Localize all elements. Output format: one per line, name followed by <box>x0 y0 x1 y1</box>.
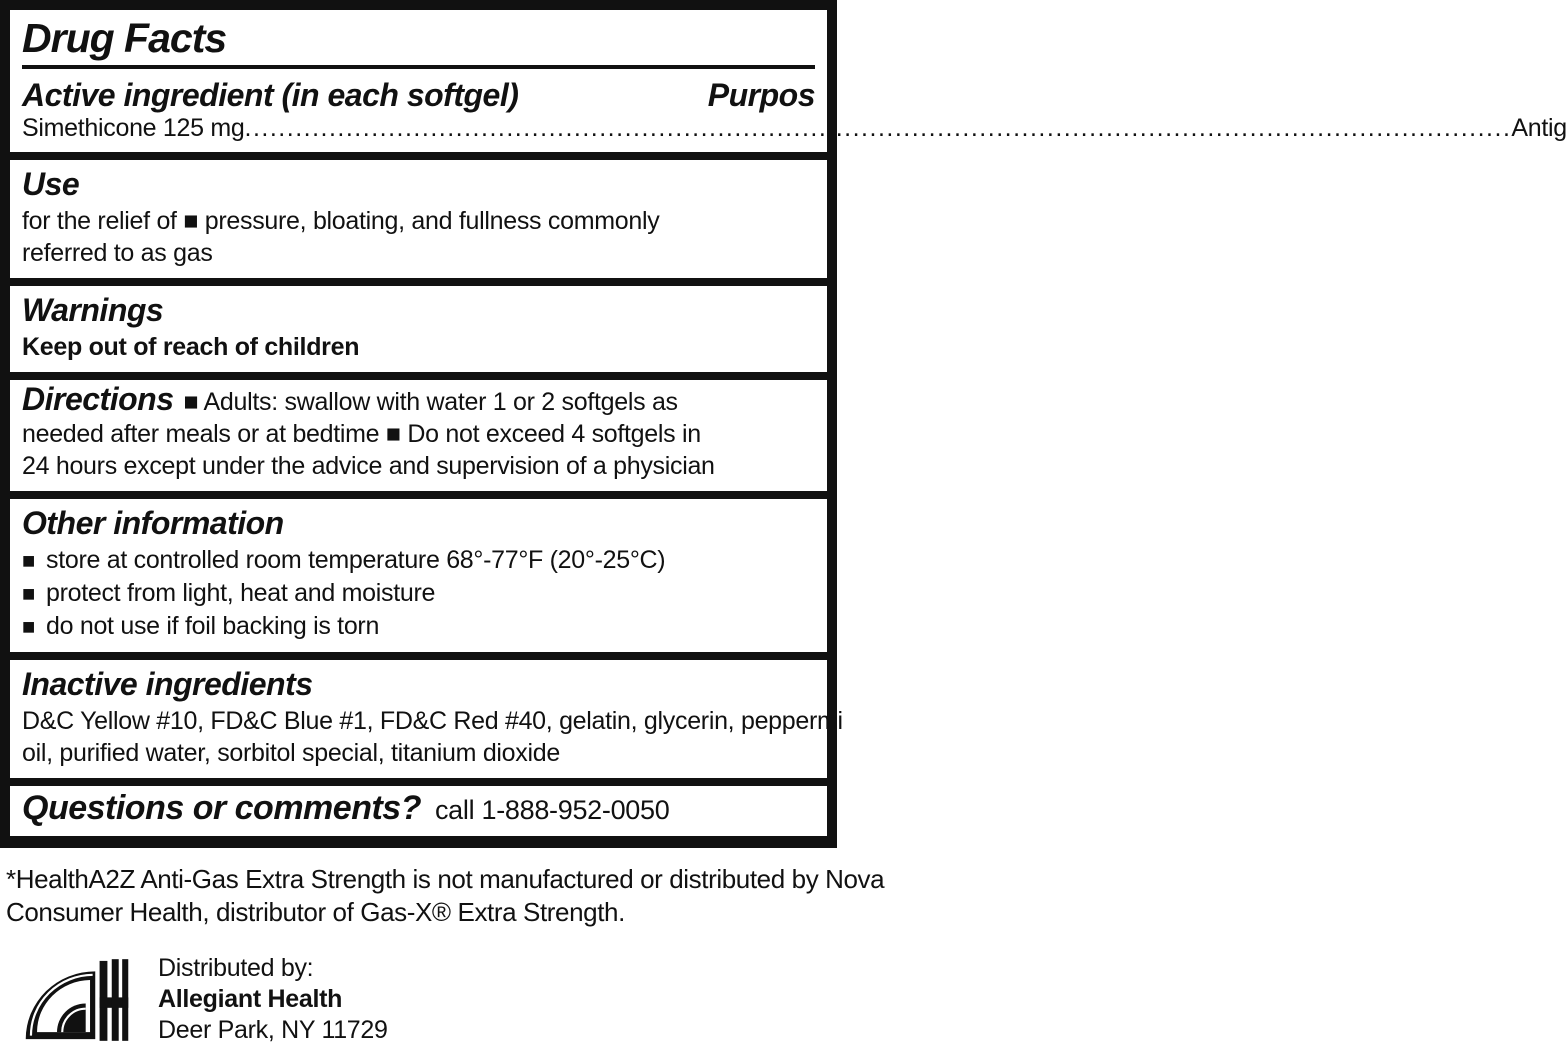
purpose-value: Antig <box>1511 114 1567 142</box>
active-ingredient-heading: Active ingredient (in each softgel) <box>22 77 519 113</box>
inactive-ingredients-body <box>22 705 843 769</box>
directions-line-text: ■ Adults: swallow with water 1 or 2 softgels as <box>183 388 678 416</box>
footnote-line: *HealthA2Z Anti-Gas Extra Strength is not manufactured or distributed by Nova <box>6 864 885 894</box>
drug-facts-title: Drug Facts <box>22 15 227 61</box>
directions-heading: Directions <box>22 381 174 417</box>
allegiant-health-logo <box>24 958 130 1042</box>
directions-line-first <box>22 383 815 418</box>
use-line: for the relief of ■ pressure, bloating, and fullness commonly <box>22 207 660 235</box>
other-information-body <box>22 544 815 643</box>
inactive-ingredients-line: D&C Yellow #10, FD&C Blue #1, FD&C Red #40, gelatin, glycerin, peppermi <box>22 707 843 735</box>
other-information-item <box>22 577 815 610</box>
section-warnings <box>10 286 827 372</box>
bullet-square-icon: ■ <box>22 581 35 606</box>
other-information-heading: Other information <box>22 505 284 541</box>
other-information-item <box>22 544 815 577</box>
inactive-ingredients-line: oil, purified water, sorbitol special, titanium dioxide <box>22 739 560 767</box>
directions-line: 24 hours except under the advice and supervision of a physician <box>22 452 715 480</box>
warnings-body: Keep out of reach of children <box>22 333 360 361</box>
section-active-ingredient <box>10 10 1567 152</box>
title-divider <box>22 65 815 69</box>
warnings-heading: Warnings <box>22 292 164 328</box>
dotted-leader: ...................................................................................................................................................... <box>244 114 1512 142</box>
directions-line: needed after meals or at bedtime ■ Do not exceed 4 softgels in <box>22 420 701 448</box>
questions-row <box>22 789 815 827</box>
section-directions <box>10 380 827 491</box>
ingredient-row <box>22 114 1567 143</box>
other-information-item <box>22 610 815 643</box>
section-questions <box>10 786 827 836</box>
directions-body <box>22 383 815 482</box>
distributed-by-label: Distributed by: <box>158 954 314 982</box>
footnote <box>6 863 885 929</box>
bullet-square-icon: ■ <box>22 614 35 639</box>
other-information-text: protect from light, heat and moisture <box>46 579 436 607</box>
distributor-text <box>158 953 388 1046</box>
inactive-ingredients-heading: Inactive ingredients <box>22 666 313 702</box>
distributor-block <box>24 953 837 1046</box>
other-information-text: store at controlled room temperature 68°-77°F (20°-25°C) <box>46 546 666 574</box>
active-ingredient-heading-row <box>22 76 815 114</box>
questions-heading: Questions or comments? <box>22 789 421 827</box>
use-body <box>22 205 815 269</box>
distributor-address: Deer Park, NY 11729 <box>158 1016 388 1044</box>
purpose-heading: Purpos <box>707 77 815 113</box>
use-line: referred to as gas <box>22 239 213 267</box>
use-heading: Use <box>22 166 80 202</box>
bullet-square-icon: ■ <box>22 548 35 573</box>
other-information-text: do not use if foil backing is torn <box>46 612 380 640</box>
section-other-information <box>10 499 827 652</box>
questions-phone: call 1-888-952-0050 <box>434 795 670 825</box>
section-use <box>10 160 827 278</box>
section-inactive-ingredients <box>10 660 843 778</box>
ingredient-name: Simethicone 125 mg <box>22 114 245 142</box>
footnote-line: Consumer Health, distributor of Gas-X® Extra Strength. <box>6 897 625 927</box>
distributor-name: Allegiant Health <box>158 985 343 1013</box>
